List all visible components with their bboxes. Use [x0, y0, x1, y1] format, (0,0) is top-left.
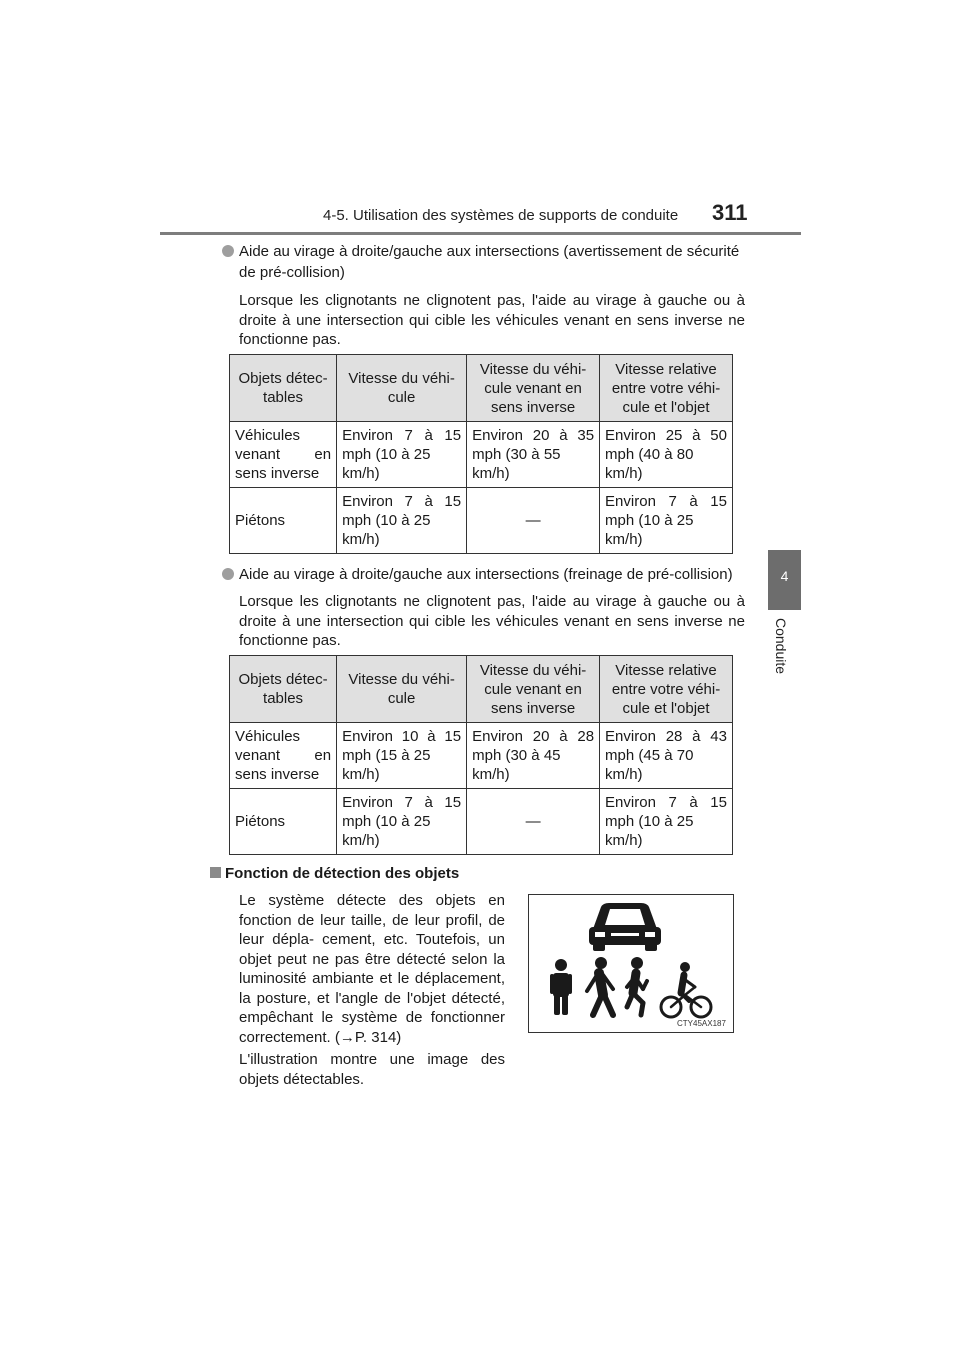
figure-code: CTY45AX187 — [677, 1019, 726, 1028]
section-heading — [210, 865, 459, 882]
header-objects: Objets détec- tables — [230, 656, 337, 723]
section-marker-icon — [210, 867, 221, 878]
table-row — [230, 789, 733, 855]
standing-pedestrian-icon — [550, 959, 572, 1015]
cell-line: Environ 25 à 50 — [605, 427, 727, 444]
cell-line: mph (10 à 25 — [605, 813, 694, 830]
cell-line: venant en — [235, 446, 332, 463]
cell-object — [230, 723, 337, 789]
cell-line: Environ 28 à 43 — [605, 728, 727, 745]
table-row — [230, 723, 733, 789]
cell-line: mph (10 à 25 — [342, 813, 431, 830]
cell-line: Environ 10 à 15 — [342, 728, 462, 745]
detectable-objects-figure — [528, 894, 734, 1033]
cell-oncoming: — — [467, 789, 600, 855]
cell-line: km/h) — [342, 766, 380, 783]
cell-line: km/h) — [605, 465, 643, 482]
chapter-number: 4 — [780, 568, 789, 584]
cell-line: Environ 7 à 15 — [605, 493, 727, 510]
cell-line: mph (15 à 25 — [342, 747, 431, 764]
cell-line: km/h) — [605, 531, 643, 548]
cell-line: km/h) — [342, 465, 380, 482]
bullet-description: Lorsque les clignotants ne clignotent pas, l'aide au virage à gauche ou à droite à une intersection qui cible les véhicules venant en sens inverse ne fonctionne pas. — [239, 292, 745, 348]
header-rule — [160, 232, 801, 235]
cell-line: Environ 20 à 28 — [472, 728, 595, 745]
cell-speed — [337, 723, 467, 789]
cell-line: km/h) — [605, 832, 643, 849]
cell-oncoming: — — [467, 488, 600, 554]
bullet-icon — [222, 568, 234, 580]
header-oncoming-speed: Vitesse du véhi- cule venant en sens inverse — [467, 656, 600, 723]
bullet-item-warning — [222, 241, 739, 262]
car-icon — [589, 903, 661, 951]
cell-line: mph (30 à 55 — [472, 446, 561, 463]
header-vehicle-speed: Vitesse du véhi- cule — [337, 355, 467, 422]
table-header-row — [230, 355, 733, 422]
table-row — [230, 488, 733, 554]
detection-table-warning — [229, 354, 733, 554]
detection-table-braking — [229, 655, 733, 855]
bullet-title-continuation: de pré-collision) — [239, 264, 345, 281]
bullet-item-braking — [222, 564, 733, 585]
cell-oncoming — [467, 723, 600, 789]
cell-relative — [600, 789, 733, 855]
cell-line: km/h) — [472, 766, 510, 783]
cell-object — [230, 422, 337, 488]
cell-line: sens inverse — [235, 465, 320, 482]
cell-line: Environ 7 à 15 — [605, 794, 727, 811]
header-objects: Objets détec- tables — [230, 355, 337, 422]
cell-line: Environ 20 à 35 — [472, 427, 595, 444]
cell-line: Véhicules — [235, 728, 301, 745]
cell-line: km/h) — [342, 531, 380, 548]
cell-line: km/h) — [472, 465, 510, 482]
cell-line: mph (10 à 25 — [605, 512, 694, 529]
cell-oncoming — [467, 422, 600, 488]
bullet-title: Aide au virage à droite/gauche aux intersections (freinage de pré-collision) — [239, 566, 733, 583]
chapter-label: Conduite — [773, 618, 789, 675]
cell-line: Environ 7 à 15 — [342, 427, 462, 444]
header-relative-speed: Vitesse relative entre votre véhi- cule et l'objet — [600, 656, 733, 723]
header-vehicle-speed: Vitesse du véhi- cule — [337, 656, 467, 723]
cell-line: Environ 7 à 15 — [342, 794, 462, 811]
cell-line: venant en — [235, 747, 332, 764]
header-section-title: 4-5. Utilisation des systèmes de supports de conduite — [323, 207, 679, 224]
section-title: Fonction de détection des objets — [225, 865, 460, 882]
cell-line: mph (10 à 25 — [342, 512, 431, 529]
paragraph: L'illustration montre une image des objets détectables. — [239, 1051, 505, 1088]
bullet-title: Aide au virage à droite/gauche aux intersections (avertissement de sécurité — [239, 243, 740, 260]
cell-speed — [337, 488, 467, 554]
cell-speed — [337, 422, 467, 488]
table-row — [230, 422, 733, 488]
cell-line: km/h) — [605, 766, 643, 783]
cell-line: Véhicules — [235, 427, 301, 444]
cell-object: Piétons — [230, 789, 337, 855]
cell-line: mph (45 à 70 — [605, 747, 694, 764]
header-oncoming-speed: Vitesse du véhi- cule venant en sens inverse — [467, 355, 600, 422]
cell-line: mph (30 à 45 — [472, 747, 561, 764]
cell-line: sens inverse — [235, 766, 320, 783]
cell-object: Piétons — [230, 488, 337, 554]
cyclist-icon — [661, 962, 711, 1017]
table-header-row — [230, 656, 733, 723]
cell-relative — [600, 723, 733, 789]
cell-relative — [600, 422, 733, 488]
cell-speed — [337, 789, 467, 855]
header-relative-speed: Vitesse relative entre votre véhi- cule et l'objet — [600, 355, 733, 422]
cell-line: km/h) — [342, 832, 380, 849]
running-pedestrian-icon — [627, 957, 647, 1015]
page-number: 311 — [712, 200, 748, 225]
paragraph: Le système détecte des objets en fonction de leur taille, de leur profil, de leur dépla- cement, etc. Toutefois, un objet peut ne pas être détecté selon la luminosité ambiante et le déplacement, la posture, et l'angle de l'objet détecté, empêchant le système de fonctionner correctement. (→P. 314) — [239, 892, 505, 1046]
cell-relative — [600, 488, 733, 554]
bullet-description: Lorsque les clignotants ne clignotent pas, l'aide au virage à gauche ou à droite à une intersection qui cible les véhicules venant en sens inverse ne fonctionne pas. — [239, 593, 745, 649]
cell-line: mph (10 à 25 — [342, 446, 431, 463]
bullet-icon — [222, 245, 234, 257]
walking-pedestrian-icon — [587, 957, 613, 1015]
section-body — [239, 891, 505, 1092]
cell-line: mph (40 à 80 — [605, 446, 694, 463]
cell-line: Environ 7 à 15 — [342, 493, 462, 510]
